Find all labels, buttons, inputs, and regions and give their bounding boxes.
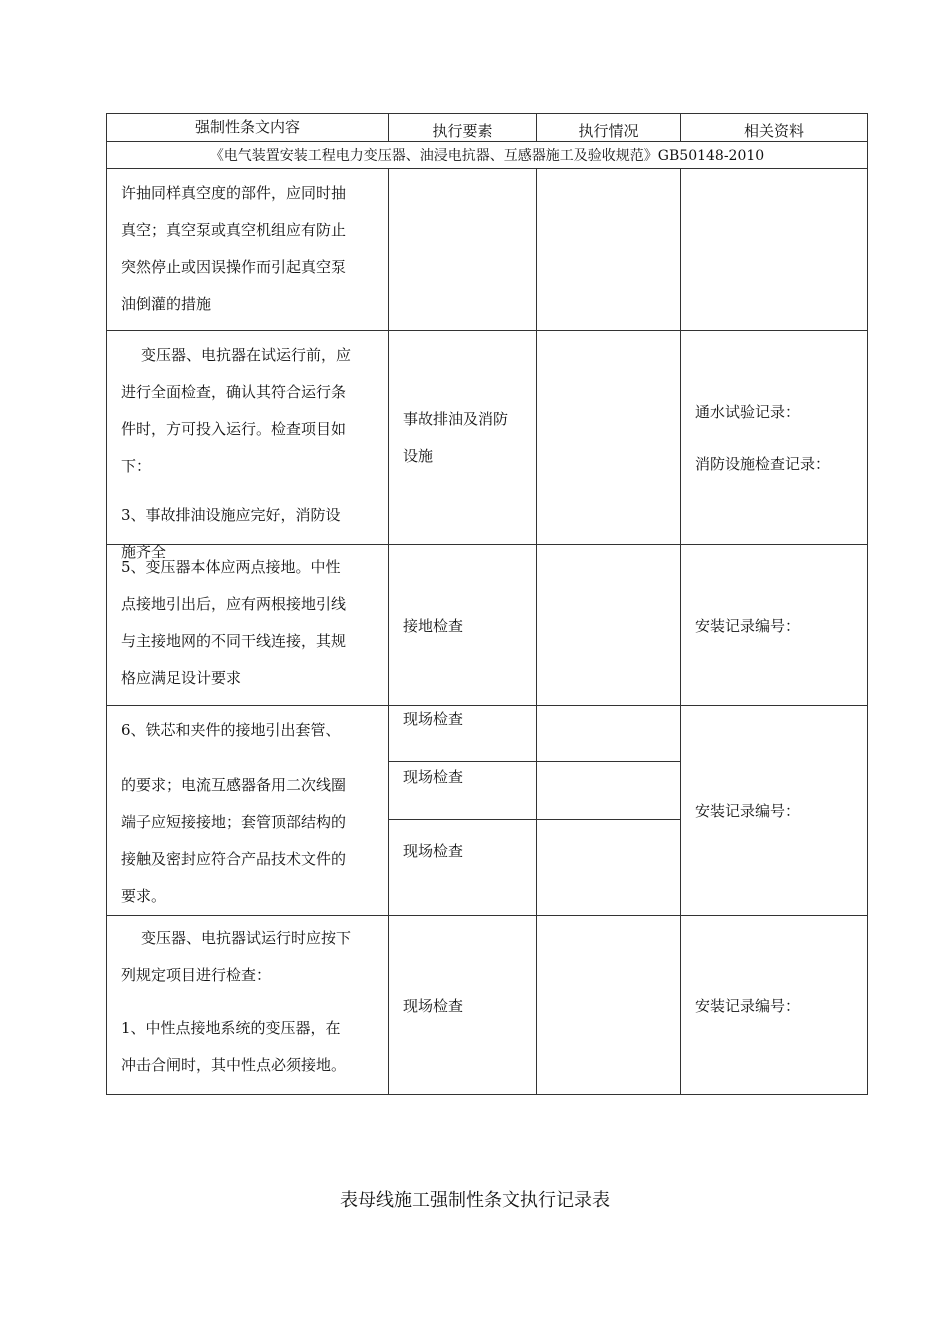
text-line: 点接地引出后，应有两根接地引线 [121, 595, 347, 613]
row5-clause [107, 916, 389, 1095]
text-line: 许抽同样真空度的部件，应同时抽 [121, 184, 347, 202]
row4-clause [107, 706, 389, 916]
row4-element-3: 现场检查 [389, 820, 537, 916]
text-line: 1、中性点接地系统的变压器，在 [121, 1019, 341, 1037]
text-line: 设施 [403, 446, 434, 465]
text-line: 变压器、电抗器在试运行前，应 [141, 346, 352, 364]
doc-line: 通水试验记录： [695, 402, 801, 421]
text-line: 事故排油及消防 [403, 409, 509, 428]
header-clause-content: 强制性条文内容 [107, 114, 389, 142]
row4-element-1: 现场检查 [389, 706, 537, 762]
doc-line: 消防设施检查记录： [695, 454, 831, 473]
text-line: 件时，方可投入运行。检查项目如 [121, 420, 347, 438]
row4-status-1 [537, 706, 681, 762]
compliance-table [106, 113, 868, 1095]
row1-element [389, 169, 537, 331]
row3-element: 接地检查 [389, 545, 537, 706]
text-line: 下： [121, 457, 152, 475]
text-line: 变压器、电抗器试运行时应按下 [141, 929, 352, 947]
row1-status [537, 169, 681, 331]
row5-element: 现场检查 [389, 916, 537, 1095]
text-line: 端子应短接接地；套管顶部结构的 [121, 813, 347, 831]
row3-clause [107, 545, 389, 706]
row2-element [389, 331, 537, 545]
text-line: 真空；真空泵或真空机组应有防止 [121, 221, 347, 239]
standard-title: 《电气装置安装工程电力变压器、油浸电抗器、互感器施工及验收规范》GB50148-2010 [107, 142, 868, 169]
row3-status [537, 545, 681, 706]
text-line: 5、变压器本体应两点接地。中性 [121, 558, 341, 576]
text-line: 列规定项目进行检查： [121, 966, 272, 984]
text-line: 施齐全 [121, 543, 167, 561]
row4-element-2: 现场检查 [389, 761, 537, 820]
text-line: 6、铁芯和夹件的接地引出套管、 [121, 721, 341, 739]
row5-docs: 安装记录编号： [681, 916, 868, 1095]
row1-clause [107, 169, 389, 331]
row3-docs: 安装记录编号： [681, 545, 868, 706]
row1-docs [681, 169, 868, 331]
text-line: 油倒灌的措施 [121, 295, 212, 313]
header-related-docs: 相关资料 [681, 114, 868, 142]
text-line: 的要求；电流互感器备用二次线圈 [121, 776, 347, 794]
row4-status-2 [537, 761, 681, 820]
row4-status-3 [537, 820, 681, 916]
text-line: 格应满足设计要求 [121, 669, 242, 687]
row4-docs: 安装记录编号： [681, 706, 868, 916]
text-line: 要求。 [121, 887, 167, 905]
text-line: 进行全面检查，确认其符合运行条 [121, 383, 347, 401]
text-line: 3、事故排油设施应完好，消防设 [121, 506, 341, 524]
text-line: 与主接地网的不同干线连接，其规 [121, 632, 347, 650]
row2-clause [107, 331, 389, 561]
row2-status [537, 331, 681, 545]
header-execution-status: 执行情况 [537, 114, 681, 142]
header-execution-element: 执行要素 [389, 114, 537, 142]
text-line: 冲击合闸时，其中性点必须接地。 [121, 1056, 347, 1074]
text-line: 接触及密封应符合产品技术文件的 [121, 850, 347, 868]
row5-status [537, 916, 681, 1095]
text-line: 突然停止或因误操作而引起真空泵 [121, 258, 347, 276]
next-table-title: 表母线施工强制性条文执行记录表 [340, 1190, 610, 1211]
row2-docs [681, 331, 868, 545]
